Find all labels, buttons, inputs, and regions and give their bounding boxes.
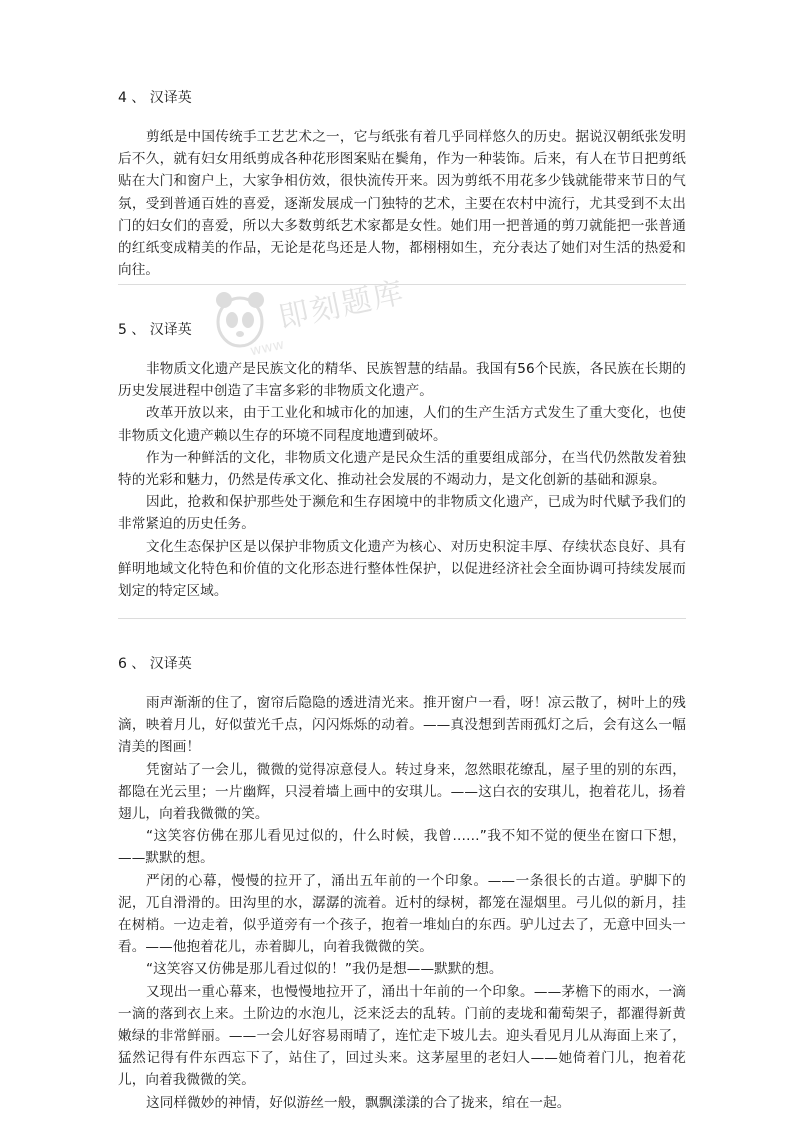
paragraph: 雨声渐渐的住了，窗帘后隐隐的透进清光来。推开窗户一看，呀！凉云散了，树叶上的残滴，映着月儿，好似萤光千点，闪闪烁烁的动着。——真没想到苦雨孤灯之后，会有这么一幅清美的图画！ (118, 695, 686, 756)
paragraph: 剪纸是中国传统手工艺艺术之一，它与纸张有着几乎同样悠久的历史。据说汉朝纸张发明后不久，就有妇女用纸剪成各种花形图案贴在鬓角，作为一种装饰。后来，有人在节日把剪纸贴在大门和窗户上，大家争相仿效，很快流传开来。因为剪纸不用花多少钱就能带来节日的气氛，受到普通百姓的喜爱，逐渐发展成一门独特的艺术，主要在农村中流行，尤其受到不太出门的妇女们的喜爱，所以大多数剪纸艺术家都是女性。她们用一把普通的剪刀就能把一张普通的红纸变成精美的作品，无论是花鸟还是人物，都栩栩如生，充分表达了她们对生活的热爱和向往。 (118, 129, 686, 279)
section-6 (118, 654, 686, 1114)
paragraph: 严闭的心幕，慢慢的拉开了，涌出五年前的一个印象。——一条很长的古道。驴脚下的泥，兀自滑滑的。田沟里的水，潺潺的流着。近村的绿树，都笼在湿烟里。弓儿似的新月，挂在树梢。一边走着，似乎道旁有一个孩子，抱着一堆灿白的东西。驴儿过去了，无意中回头一看。——他抱着花儿，赤着脚儿，向着我微微的笑。 (118, 872, 686, 956)
section-body (118, 358, 686, 602)
paragraph: 文化生态保护区是以保护非物质文化遗产为核心、对历史积淀丰厚、存续状态良好、具有鲜明地域文化特色和价值的文化形态进行整体性保护，以促进经济社会全面协调可持续发展而划定的特定区域。 (118, 538, 686, 600)
paragraph: 因此，抢救和保护那些处于濒危和生存困境中的非物质文化遗产，已成为时代赋予我们的非常紧迫的历史任务。 (118, 494, 686, 533)
section-4 (118, 88, 686, 281)
section-title: 6 、 汉译英 (118, 656, 192, 672)
paragraph: 改革开放以来，由于工业化和城市化的加速，人们的生产生活方式发生了重大变化，也使非物质文化遗产赖以生存的环境不同程度地遭到破坏。 (118, 405, 686, 444)
paragraph: 凭窗站了一会儿，微微的觉得凉意侵人。转过身来，忽然眼花缭乱，屋子里的别的东西，都隐在光云里；一片幽辉，只浸着墙上画中的安琪儿。——这白衣的安琪儿，抱着花儿，扬着翅儿，向着我微微的笑。 (118, 761, 686, 823)
section-body (118, 692, 686, 1114)
divider (118, 618, 686, 619)
section-title: 4 、 汉译英 (118, 90, 192, 106)
paragraph: 这同样微妙的神情，好似游丝一般，飘飘漾漾的合了拢来，绾在一起。 (146, 1094, 571, 1111)
paragraph: “这笑容仿佛在那儿看见过似的，什么时候，我曾……”我不知不觉的便坐在窗口下想，——默默的想。 (118, 828, 686, 867)
paragraph: “这笑容又仿佛是那儿看过似的！”我仍是想——默默的想。 (146, 961, 503, 978)
section-title: 5 、 汉译英 (118, 322, 192, 338)
watermark-text: 即刻题库 (275, 275, 409, 337)
section-body (118, 126, 686, 281)
paragraph: 又现出一重心幕来，也慢慢地拉开了，涌出十年前的一个印象。——茅檐下的雨水，一滴一滴的落到衣上来。土阶边的水泡儿，泛来泛去的乱转。门前的麦垅和葡萄架子，都濯得新黄嫩绿的非常鲜丽。——一会儿好容易雨晴了，连忙走下坡儿去。迎头看见月儿从海面上来了，猛然记得有件东西忘下了，站住了，回过头来。这茅屋里的老妇人——她倚着门儿，抱着花儿，向着我微微的笑。 (118, 983, 686, 1089)
paragraph: 作为一种鲜活的文化，非物质文化遗产是民众生活的重要组成部分，在当代仍然散发着独特的光彩和魅力，仍然是传承文化、推动社会发展的不竭动力，是文化创新的基础和源泉。 (118, 449, 686, 489)
watermark-sub: www (248, 336, 286, 360)
divider (118, 284, 686, 285)
paragraph: 非物质文化遗产是民族文化的精华、民族智慧的结晶。我国有56个民族，各民族在长期的历史发展进程中创造了丰富多彩的非物质文化遗产。 (118, 361, 686, 400)
section-5 (118, 320, 686, 602)
